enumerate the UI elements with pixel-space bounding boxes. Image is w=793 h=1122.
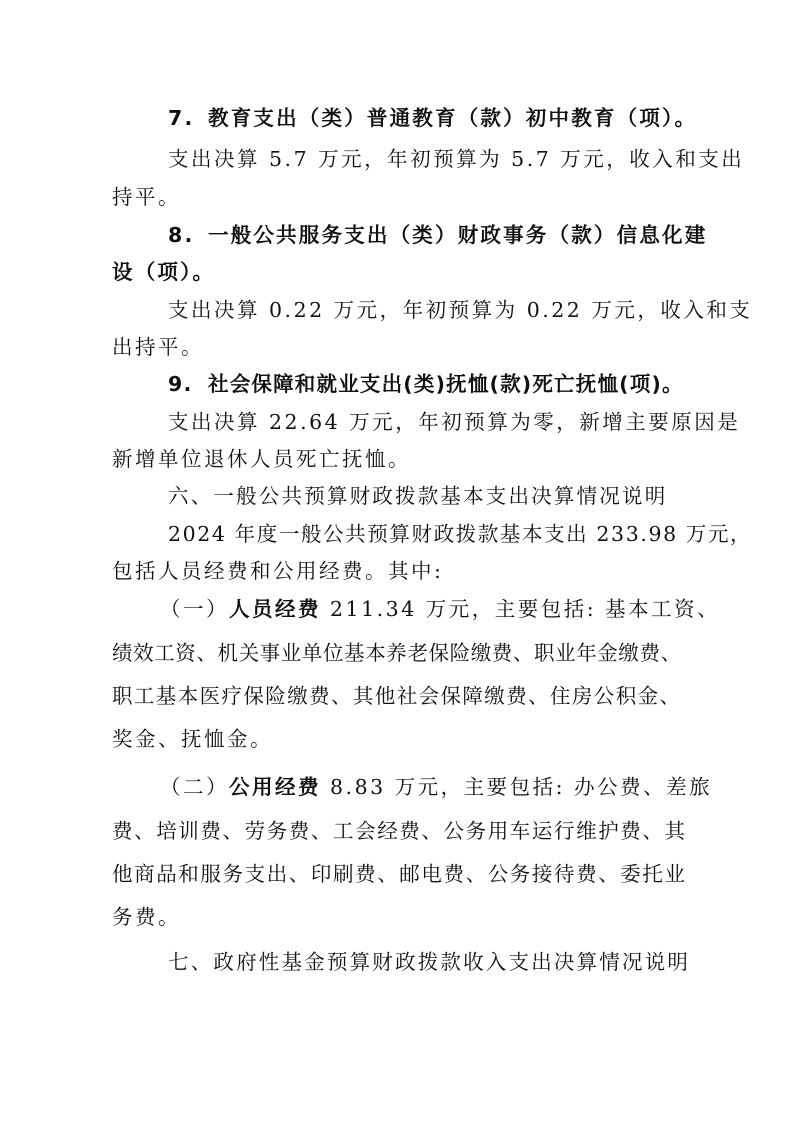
personnel-expenses-line-1 bbox=[160, 595, 790, 623]
item-7-body-line-2: 持平。 bbox=[112, 185, 181, 209]
item-9-number: 9. bbox=[168, 372, 193, 396]
item-7-body-line-1: 支出决算 5.7 万元，年初预算为 5.7 万元，收入和支出 bbox=[168, 147, 745, 171]
public-expenses-prefix: （二） bbox=[160, 775, 229, 799]
personnel-expenses-prefix: （一） bbox=[160, 597, 229, 621]
personnel-expenses-label: 人员经费 bbox=[229, 597, 321, 621]
item-8-body-line-2: 出持平。 bbox=[112, 335, 204, 359]
section-6-intro-line-2: 包括人员经费和公用经费。其中: bbox=[112, 559, 444, 583]
item-8-number: 8. bbox=[168, 223, 195, 247]
item-8-title-line-2: 设（项）。 bbox=[112, 260, 216, 284]
public-expenses-line-2: 费、培训费、劳务费、工会经费、公务用车运行维护费、其 bbox=[112, 819, 687, 843]
item-7-number: 7. bbox=[168, 106, 195, 130]
item-7-title: 教育支出（类）普通教育（款）初中教育（项）。 bbox=[208, 106, 698, 130]
item-7-heading bbox=[168, 104, 788, 132]
section-7-heading: 七、政府性基金预算财政拨款收入支出决算情况说明 bbox=[168, 950, 691, 974]
personnel-expenses-line-3: 职工基本医疗保险缴费、其他社会保障缴费、住房公积金、 bbox=[112, 684, 682, 708]
personnel-expenses-line-2: 绩效工资、机关事业单位基本养老保险缴费、职业年金缴费、 bbox=[112, 641, 682, 665]
section-6-intro-line-1: 2024 年度一般公共预算财政拨款基本支出 233.98 万元， bbox=[168, 522, 753, 546]
section-6-heading: 六、一般公共预算财政拨款基本支出决算情况说明 bbox=[168, 484, 668, 508]
public-expenses-line-1 bbox=[160, 773, 790, 801]
item-8-title-line-1: 一般公共服务支出（类）财政事务（款）信息化建 bbox=[208, 223, 708, 247]
public-expenses-label: 公用经费 bbox=[229, 775, 321, 799]
public-expenses-summary: 8.83 万元，主要包括: 办公费、差旅 bbox=[321, 775, 713, 799]
public-expenses-line-3: 他商品和服务支出、印刷费、邮电费、公务接待费、委托业 bbox=[112, 862, 687, 886]
item-9-body-line-2: 新增单位退休人员死亡抚恤。 bbox=[112, 447, 411, 471]
item-9-body-line-1: 支出决算 22.64 万元，年初预算为零，新增主要原因是 bbox=[168, 410, 741, 434]
item-9-title: 社会保障和就业支出(类)抚恤(款)死亡抚恤(项)。 bbox=[208, 372, 684, 396]
item-8-heading bbox=[168, 221, 788, 249]
personnel-expenses-summary: 211.34 万元，主要包括: 基本工资、 bbox=[321, 597, 721, 621]
item-8-body-line-1: 支出决算 0.22 万元，年初预算为 0.22 万元，收入和支 bbox=[168, 298, 753, 322]
personnel-expenses-line-4: 奖金、抚恤金。 bbox=[112, 727, 273, 751]
item-9-heading bbox=[168, 370, 788, 398]
public-expenses-line-4: 务费。 bbox=[112, 905, 181, 929]
